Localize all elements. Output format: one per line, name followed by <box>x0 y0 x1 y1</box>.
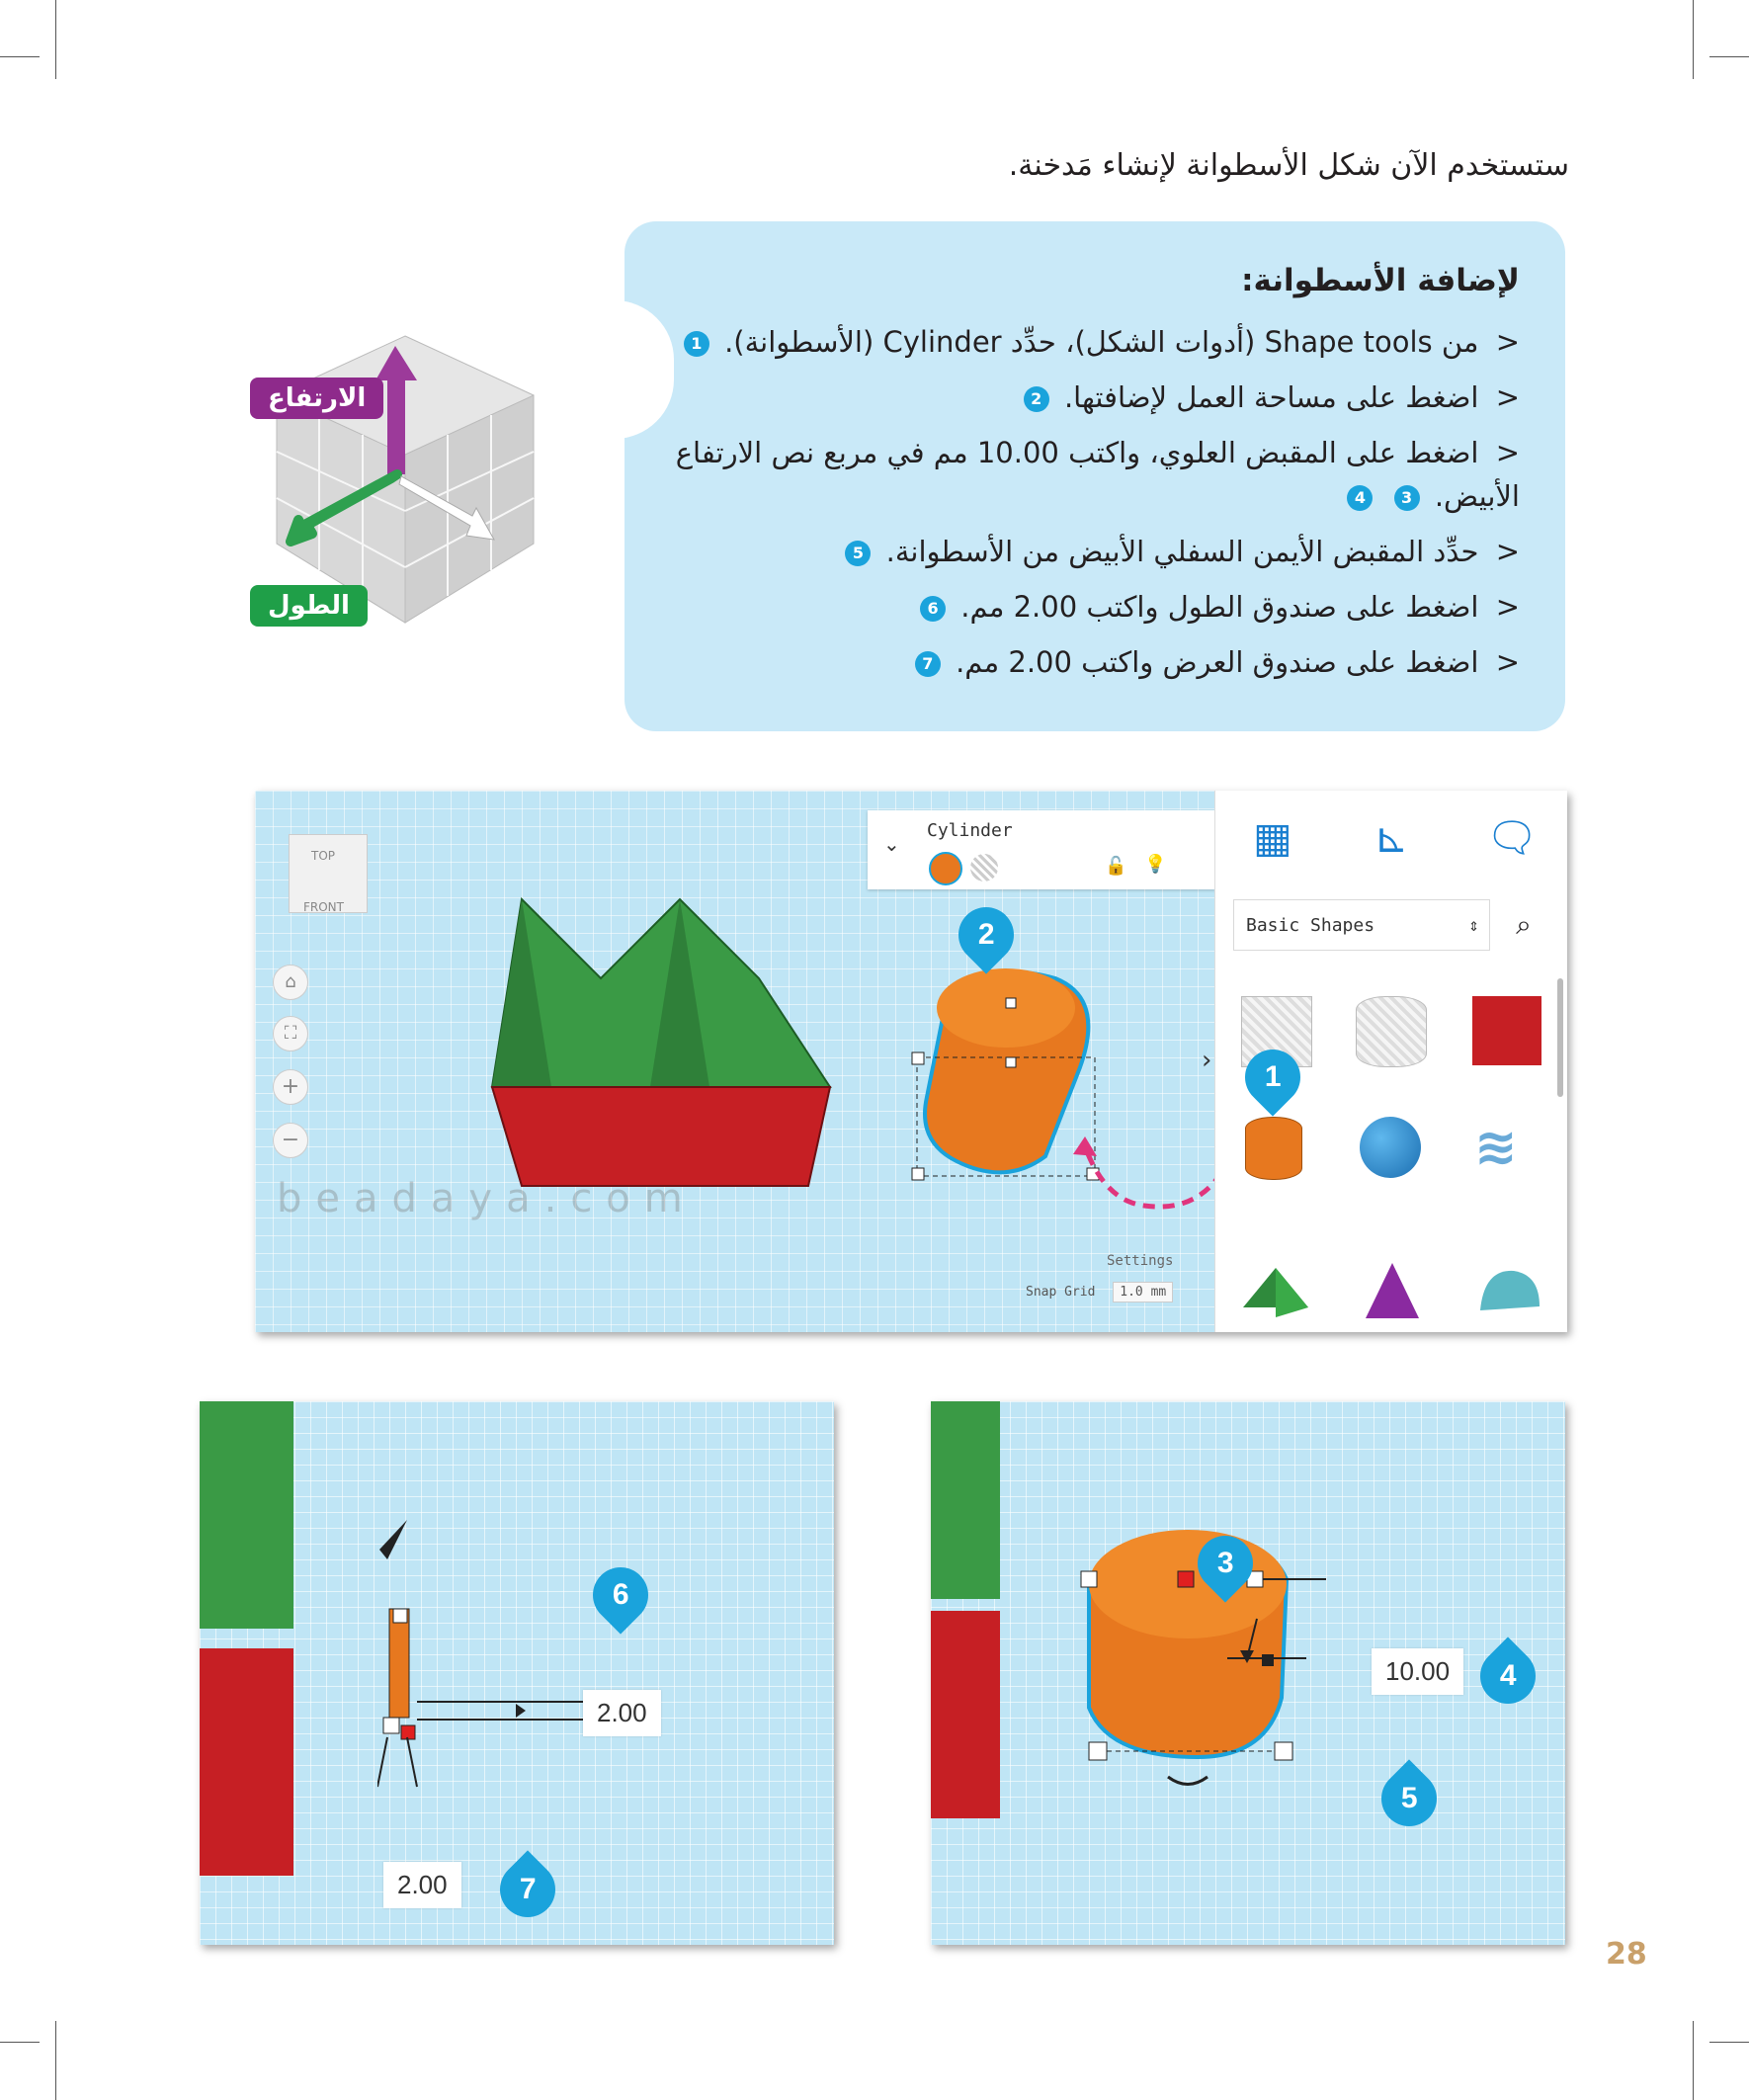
workplane-grid-icon[interactable]: ▦ <box>1253 813 1292 862</box>
step-text: اضغط على مساحة العمل لإضافتها. <box>1063 380 1479 414</box>
step-marker: 5 <box>845 541 871 566</box>
hole-swatch[interactable] <box>970 854 998 882</box>
step-marker: 7 <box>915 651 941 677</box>
step-text: حدِّد المقبض الأيمن السفلي الأبيض من الأسطوانة. <box>885 535 1479 568</box>
marker-3: 3 <box>1186 1524 1264 1602</box>
step-marker: 2 <box>1024 386 1049 412</box>
zoom-in-button[interactable]: + <box>273 1069 308 1105</box>
crop-mark <box>0 2042 40 2043</box>
marker-5: 5 <box>1370 1759 1448 1837</box>
house-shape[interactable] <box>482 889 858 1206</box>
cylinder-shape[interactable] <box>1245 1117 1302 1180</box>
text-shape[interactable]: ≋ <box>1474 1118 1518 1177</box>
step-marker: 3 <box>1394 485 1420 511</box>
house-base-edge <box>200 1648 293 1876</box>
panel-scrollbar[interactable] <box>1557 978 1563 1097</box>
height-screenshot <box>931 1401 1565 1945</box>
round-roof-shape[interactable] <box>1474 1261 1543 1320</box>
instruction-box <box>625 221 1565 731</box>
crop-mark <box>1709 56 1749 57</box>
height-value-box[interactable]: 10.00 <box>1372 1648 1463 1695</box>
shape-inspector[interactable] <box>868 810 1215 889</box>
axis-diagram <box>247 326 543 652</box>
view-cube[interactable] <box>289 834 368 913</box>
fit-view-button[interactable]: ⛶ <box>273 1016 308 1051</box>
crop-mark <box>55 0 56 79</box>
bullet-icon: < <box>1495 535 1520 568</box>
inspector-title: Cylinder <box>927 820 1013 841</box>
notes-icon[interactable]: 🗨 <box>1485 813 1539 862</box>
marker-1: 1 <box>1233 1038 1311 1116</box>
intro-text: ستستخدم الآن شكل الأسطوانة لإنشاء مَدخنة. <box>1008 148 1569 183</box>
crop-mark <box>1693 0 1694 79</box>
view-cube-front-label: FRONT <box>303 900 344 914</box>
page-number: 28 <box>1606 1937 1647 1972</box>
height-axis-label: الارتفاع <box>250 378 383 419</box>
cylinder-hole-shape[interactable] <box>1356 996 1427 1067</box>
watermark-text: beadaya.com <box>277 1176 697 1221</box>
shape-panel <box>1214 791 1567 1332</box>
cone-shape[interactable] <box>1358 1259 1427 1328</box>
snap-grid-label: Snap Grid <box>1026 1285 1096 1300</box>
lock-icon[interactable]: 🔓 <box>1105 856 1127 877</box>
step-marker: 4 <box>1347 485 1373 511</box>
thin-cylinder[interactable] <box>377 1500 476 1797</box>
panel-toolbar <box>1215 808 1567 878</box>
crop-mark <box>1693 2021 1694 2100</box>
marker-4: 4 <box>1468 1637 1546 1715</box>
zoom-out-button[interactable]: − <box>273 1123 308 1158</box>
box-shape[interactable] <box>1472 996 1541 1065</box>
step-line <box>670 530 1520 573</box>
crop-mark <box>1709 2042 1749 2043</box>
step-line <box>670 320 1520 364</box>
search-icon[interactable]: ⌕ <box>1516 908 1532 941</box>
step-line <box>670 585 1520 629</box>
step-line <box>670 640 1520 684</box>
light-bulb-icon[interactable]: 💡 <box>1144 854 1167 875</box>
step-line <box>670 431 1520 518</box>
length-dimension-lines <box>417 1698 595 1727</box>
roof-shape[interactable] <box>1241 1263 1310 1322</box>
crop-mark <box>0 56 40 57</box>
width-value-box[interactable]: 2.00 <box>383 1862 461 1908</box>
shape-category-select[interactable] <box>1233 899 1490 951</box>
box-notch <box>615 300 674 439</box>
step-marker: 6 <box>920 596 946 622</box>
crop-mark <box>55 2021 56 2100</box>
shape-category-value: Basic Shapes <box>1246 915 1375 936</box>
step-line <box>670 376 1520 419</box>
marker-6: 6 <box>581 1555 659 1634</box>
instruction-steps <box>670 320 1520 696</box>
step-text: من Shape tools (أدوات الشكل)، حدِّد Cylinder (الأسطوانة). <box>724 325 1479 359</box>
step-text: اضغط على صندوق العرض واكتب 2.00 مم. <box>956 645 1479 679</box>
collapse-chevron-icon[interactable]: ⌄ <box>883 832 900 856</box>
sphere-shape[interactable] <box>1360 1117 1421 1178</box>
house-edge <box>931 1401 1000 1599</box>
select-arrow-icon: ⇕ <box>1468 915 1479 936</box>
length-width-screenshot <box>200 1401 834 1945</box>
bullet-icon: < <box>1495 436 1520 469</box>
marker-7: 7 <box>488 1850 566 1928</box>
solid-color-swatch[interactable] <box>929 852 962 885</box>
ruler-icon[interactable]: ⊾ <box>1374 813 1409 862</box>
snap-grid-value: 1.0 mm <box>1113 1282 1173 1302</box>
step-marker: 1 <box>684 331 709 357</box>
instruction-title: لإضافة الأسطوانة: <box>1241 263 1520 298</box>
bullet-icon: < <box>1495 645 1520 679</box>
bullet-icon: < <box>1495 590 1520 624</box>
marker-2: 2 <box>947 895 1025 973</box>
bullet-icon: < <box>1495 380 1520 414</box>
length-value-box[interactable]: 2.00 <box>583 1690 661 1736</box>
snap-grid-control[interactable] <box>1026 1285 1173 1300</box>
step-text: اضغط على المقبض العلوي، واكتب 10.00 مم في مربع نص الارتفاع الأبيض. <box>675 436 1520 513</box>
home-view-button[interactable]: ⌂ <box>273 965 308 1000</box>
bullet-icon: < <box>1495 325 1520 359</box>
collapse-panel-chevron-icon[interactable]: › <box>1202 1046 1212 1075</box>
house-base-edge <box>931 1611 1000 1818</box>
length-axis-label: الطول <box>250 585 368 627</box>
view-cube-top-label: TOP <box>311 849 336 863</box>
house-edge <box>200 1401 293 1629</box>
tinkercad-workplane-screenshot <box>255 791 1567 1332</box>
settings-label[interactable]: Settings <box>1107 1253 1174 1269</box>
step-text: اضغط على صندوق الطول واكتب 2.00 مم. <box>960 590 1479 624</box>
